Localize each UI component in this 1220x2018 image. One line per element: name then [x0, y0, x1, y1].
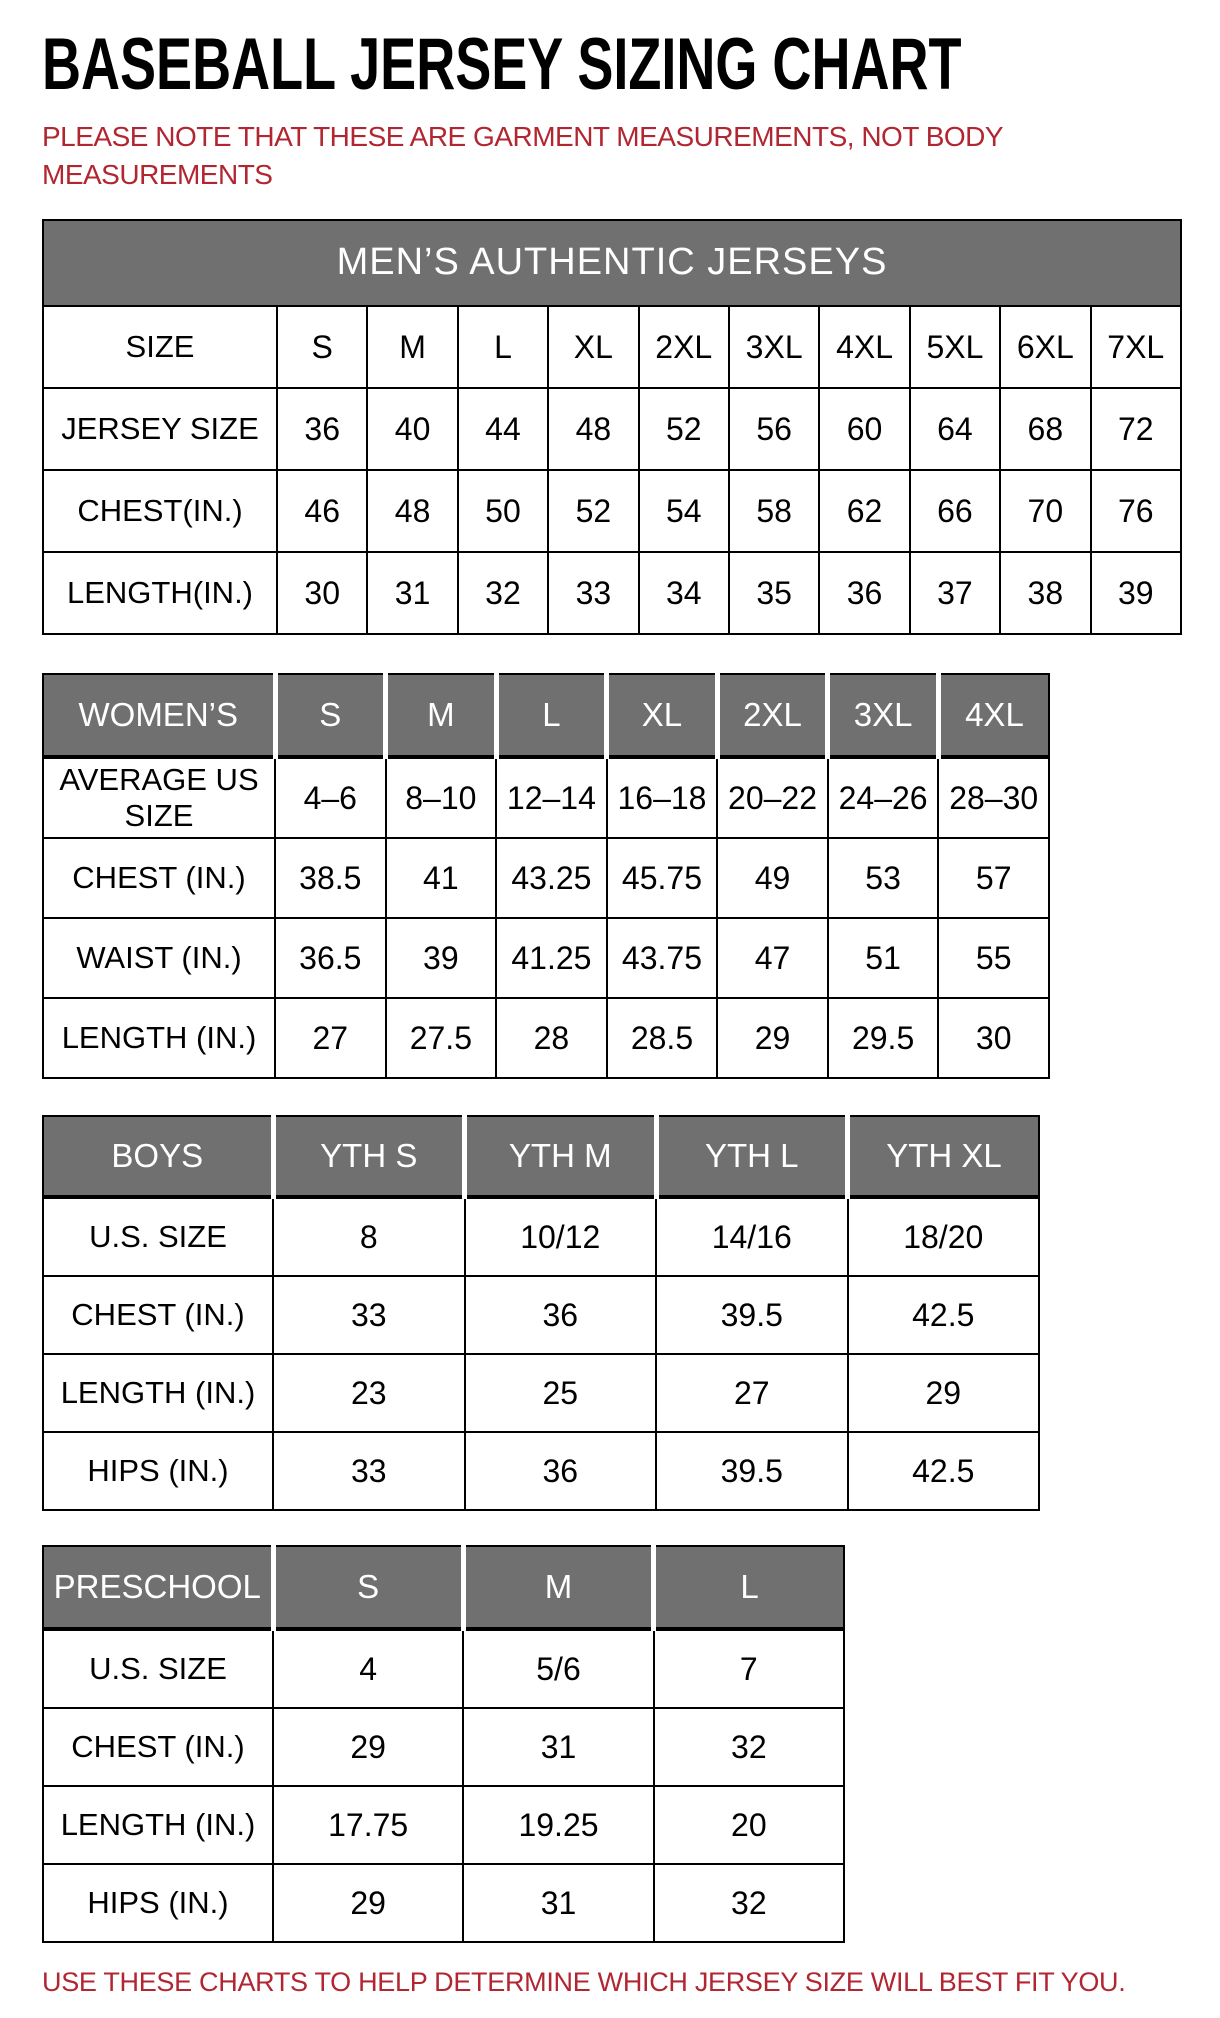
mens-banner: MEN’S AUTHENTIC JERSEYS [43, 220, 1181, 306]
mens-value-cell: 48 [367, 470, 457, 552]
preschool-header-row [43, 1546, 844, 1629]
boys-value-cell: 23 [273, 1354, 465, 1432]
mens-value-cell: 52 [548, 470, 638, 552]
boys-value-cell: 42.5 [848, 1276, 1040, 1354]
womens-size-header: 2XL [717, 674, 828, 757]
womens-value-cell: 57 [938, 838, 1049, 918]
mens-size-header: 2XL [639, 306, 729, 388]
mens-sizing-table [42, 219, 1182, 635]
mens-value-cell: 38 [1000, 552, 1090, 634]
boys-value-cell: 36 [465, 1276, 657, 1354]
preschool-value-cell: 31 [463, 1708, 653, 1786]
mens-value-cell: 37 [910, 552, 1000, 634]
preschool-value-cell: 4 [273, 1629, 463, 1708]
mens-row-label: JERSEY SIZE [43, 388, 277, 470]
boys-row-label: LENGTH (IN.) [43, 1354, 273, 1432]
mens-size-header: 7XL [1091, 306, 1181, 388]
mens-value-cell: 50 [458, 470, 548, 552]
mens-size-header: 4XL [819, 306, 909, 388]
preschool-table-row [43, 1708, 844, 1786]
mens-table-row [43, 552, 1181, 634]
preschool-size-header: M [463, 1546, 653, 1629]
boys-value-cell: 33 [273, 1432, 465, 1510]
boys-value-cell: 39.5 [656, 1432, 848, 1510]
footer-note: USE THESE CHARTS TO HELP DETERMINE WHICH JERSEY SIZE WILL BEST FIT YOU. [42, 1967, 1126, 1998]
mens-table-row [43, 470, 1181, 552]
womens-value-cell: 29.5 [828, 998, 939, 1078]
womens-value-cell: 45.75 [607, 838, 718, 918]
mens-size-header: L [458, 306, 548, 388]
mens-value-cell: 62 [819, 470, 909, 552]
womens-table-row [43, 838, 1049, 918]
boys-table-row [43, 1354, 1039, 1432]
mens-value-cell: 60 [819, 388, 909, 470]
mens-value-cell: 40 [367, 388, 457, 470]
preschool-table-title: PRESCHOOL [43, 1546, 273, 1629]
mens-value-cell: 66 [910, 470, 1000, 552]
womens-header-row [43, 674, 1049, 757]
preschool-value-cell: 17.75 [273, 1786, 463, 1864]
mens-value-cell: 33 [548, 552, 638, 634]
womens-value-cell: 43.25 [496, 838, 607, 918]
womens-value-cell: 41 [386, 838, 497, 918]
womens-value-cell: 4–6 [275, 757, 386, 838]
mens-value-cell: 56 [729, 388, 819, 470]
preschool-value-cell: 5/6 [463, 1629, 653, 1708]
womens-size-header: L [496, 674, 607, 757]
mens-value-cell: 68 [1000, 388, 1090, 470]
preschool-row-label: LENGTH (IN.) [43, 1786, 273, 1864]
womens-value-cell: 27 [275, 998, 386, 1078]
preschool-value-cell: 19.25 [463, 1786, 653, 1864]
boys-table-title: BOYS [43, 1116, 273, 1197]
preschool-value-cell: 32 [654, 1864, 844, 1942]
mens-value-cell: 58 [729, 470, 819, 552]
mens-value-cell: 70 [1000, 470, 1090, 552]
mens-value-cell: 32 [458, 552, 548, 634]
mens-value-cell: 48 [548, 388, 638, 470]
boys-size-header: YTH S [273, 1116, 465, 1197]
womens-row-label: LENGTH (IN.) [43, 998, 275, 1078]
mens-value-cell: 36 [819, 552, 909, 634]
womens-row-label: AVERAGE US SIZE [43, 757, 275, 838]
womens-value-cell: 8–10 [386, 757, 497, 838]
mens-value-cell: 54 [639, 470, 729, 552]
womens-value-cell: 28–30 [938, 757, 1049, 838]
boys-value-cell: 33 [273, 1276, 465, 1354]
womens-value-cell: 28.5 [607, 998, 718, 1078]
tables [42, 219, 1192, 1943]
preschool-value-cell: 20 [654, 1786, 844, 1864]
boys-value-cell: 14/16 [656, 1197, 848, 1276]
preschool-table-row [43, 1864, 844, 1942]
page-title [42, 24, 1192, 105]
mens-size-header: 6XL [1000, 306, 1090, 388]
mens-value-cell: 72 [1091, 388, 1181, 470]
mens-table-row [43, 388, 1181, 470]
preschool-size-header: S [273, 1546, 463, 1629]
womens-value-cell: 16–18 [607, 757, 718, 838]
mens-header-row [43, 306, 1181, 388]
mens-value-cell: 39 [1091, 552, 1181, 634]
womens-value-cell: 29 [717, 998, 828, 1078]
mens-size-header: 5XL [910, 306, 1000, 388]
womens-value-cell: 47 [717, 918, 828, 998]
boys-value-cell: 18/20 [848, 1197, 1040, 1276]
womens-row-label: CHEST (IN.) [43, 838, 275, 918]
garment-measurements-note: PLEASE NOTE THAT THESE ARE GARMENT MEASUREMENTS, NOT BODY MEASUREMENTS [42, 121, 1003, 190]
boys-size-header: YTH L [656, 1116, 848, 1197]
womens-value-cell: 49 [717, 838, 828, 918]
womens-row-label: WAIST (IN.) [43, 918, 275, 998]
page-title-text: BASEBALL JERSEY SIZING CHART [42, 24, 962, 105]
boys-header-row [43, 1116, 1039, 1197]
womens-table-row [43, 998, 1049, 1078]
preschool-row-label: CHEST (IN.) [43, 1708, 273, 1786]
womens-value-cell: 43.75 [607, 918, 718, 998]
boys-value-cell: 27 [656, 1354, 848, 1432]
womens-value-cell: 39 [386, 918, 497, 998]
boys-size-header: YTH XL [848, 1116, 1040, 1197]
mens-size-header: S [277, 306, 367, 388]
womens-value-cell: 27.5 [386, 998, 497, 1078]
preschool-row-label: HIPS (IN.) [43, 1864, 273, 1942]
mens-value-cell: 30 [277, 552, 367, 634]
boys-value-cell: 8 [273, 1197, 465, 1276]
preschool-value-cell: 32 [654, 1708, 844, 1786]
womens-value-cell: 41.25 [496, 918, 607, 998]
mens-row-label: LENGTH(IN.) [43, 552, 277, 634]
womens-size-header: XL [607, 674, 718, 757]
womens-value-cell: 12–14 [496, 757, 607, 838]
preschool-value-cell: 31 [463, 1864, 653, 1942]
mens-size-header: M [367, 306, 457, 388]
mens-value-cell: 52 [639, 388, 729, 470]
preschool-table-row [43, 1629, 844, 1708]
boys-value-cell: 42.5 [848, 1432, 1040, 1510]
womens-size-header: S [275, 674, 386, 757]
boys-row-label: U.S. SIZE [43, 1197, 273, 1276]
boys-value-cell: 29 [848, 1354, 1040, 1432]
womens-table-title: WOMEN’S [43, 674, 275, 757]
mens-size-header: XL [548, 306, 638, 388]
mens-value-cell: 35 [729, 552, 819, 634]
mens-value-cell: 44 [458, 388, 548, 470]
boys-row-label: HIPS (IN.) [43, 1432, 273, 1510]
preschool-table-row [43, 1786, 844, 1864]
preschool-value-cell: 7 [654, 1629, 844, 1708]
womens-value-cell: 20–22 [717, 757, 828, 838]
mens-row-label: CHEST(IN.) [43, 470, 277, 552]
womens-size-header: 4XL [938, 674, 1049, 757]
womens-value-cell: 28 [496, 998, 607, 1078]
mens-size-header: 3XL [729, 306, 819, 388]
preschool-sizing-table [42, 1545, 845, 1943]
mens-value-cell: 64 [910, 388, 1000, 470]
mens-value-cell: 46 [277, 470, 367, 552]
womens-value-cell: 55 [938, 918, 1049, 998]
preschool-row-label: U.S. SIZE [43, 1629, 273, 1708]
boys-value-cell: 10/12 [465, 1197, 657, 1276]
womens-value-cell: 51 [828, 918, 939, 998]
womens-table-row [43, 918, 1049, 998]
womens-value-cell: 53 [828, 838, 939, 918]
mens-value-cell: 31 [367, 552, 457, 634]
boys-table-row [43, 1197, 1039, 1276]
boys-row-label: CHEST (IN.) [43, 1276, 273, 1354]
boys-value-cell: 39.5 [656, 1276, 848, 1354]
womens-table-row [43, 757, 1049, 838]
womens-value-cell: 36.5 [275, 918, 386, 998]
preschool-value-cell: 29 [273, 1864, 463, 1942]
boys-table-row [43, 1432, 1039, 1510]
boys-value-cell: 25 [465, 1354, 657, 1432]
mens-value-cell: 36 [277, 388, 367, 470]
boys-table-row [43, 1276, 1039, 1354]
womens-value-cell: 30 [938, 998, 1049, 1078]
mens-table-title: SIZE [43, 306, 277, 388]
womens-sizing-table [42, 673, 1050, 1079]
boys-size-header: YTH M [465, 1116, 657, 1197]
preschool-value-cell: 29 [273, 1708, 463, 1786]
boys-sizing-table [42, 1115, 1040, 1511]
womens-size-header: M [386, 674, 497, 757]
womens-size-header: 3XL [828, 674, 939, 757]
mens-value-cell: 34 [639, 552, 729, 634]
womens-value-cell: 38.5 [275, 838, 386, 918]
boys-value-cell: 36 [465, 1432, 657, 1510]
mens-value-cell: 76 [1091, 470, 1181, 552]
preschool-size-header: L [654, 1546, 844, 1629]
womens-value-cell: 24–26 [828, 757, 939, 838]
